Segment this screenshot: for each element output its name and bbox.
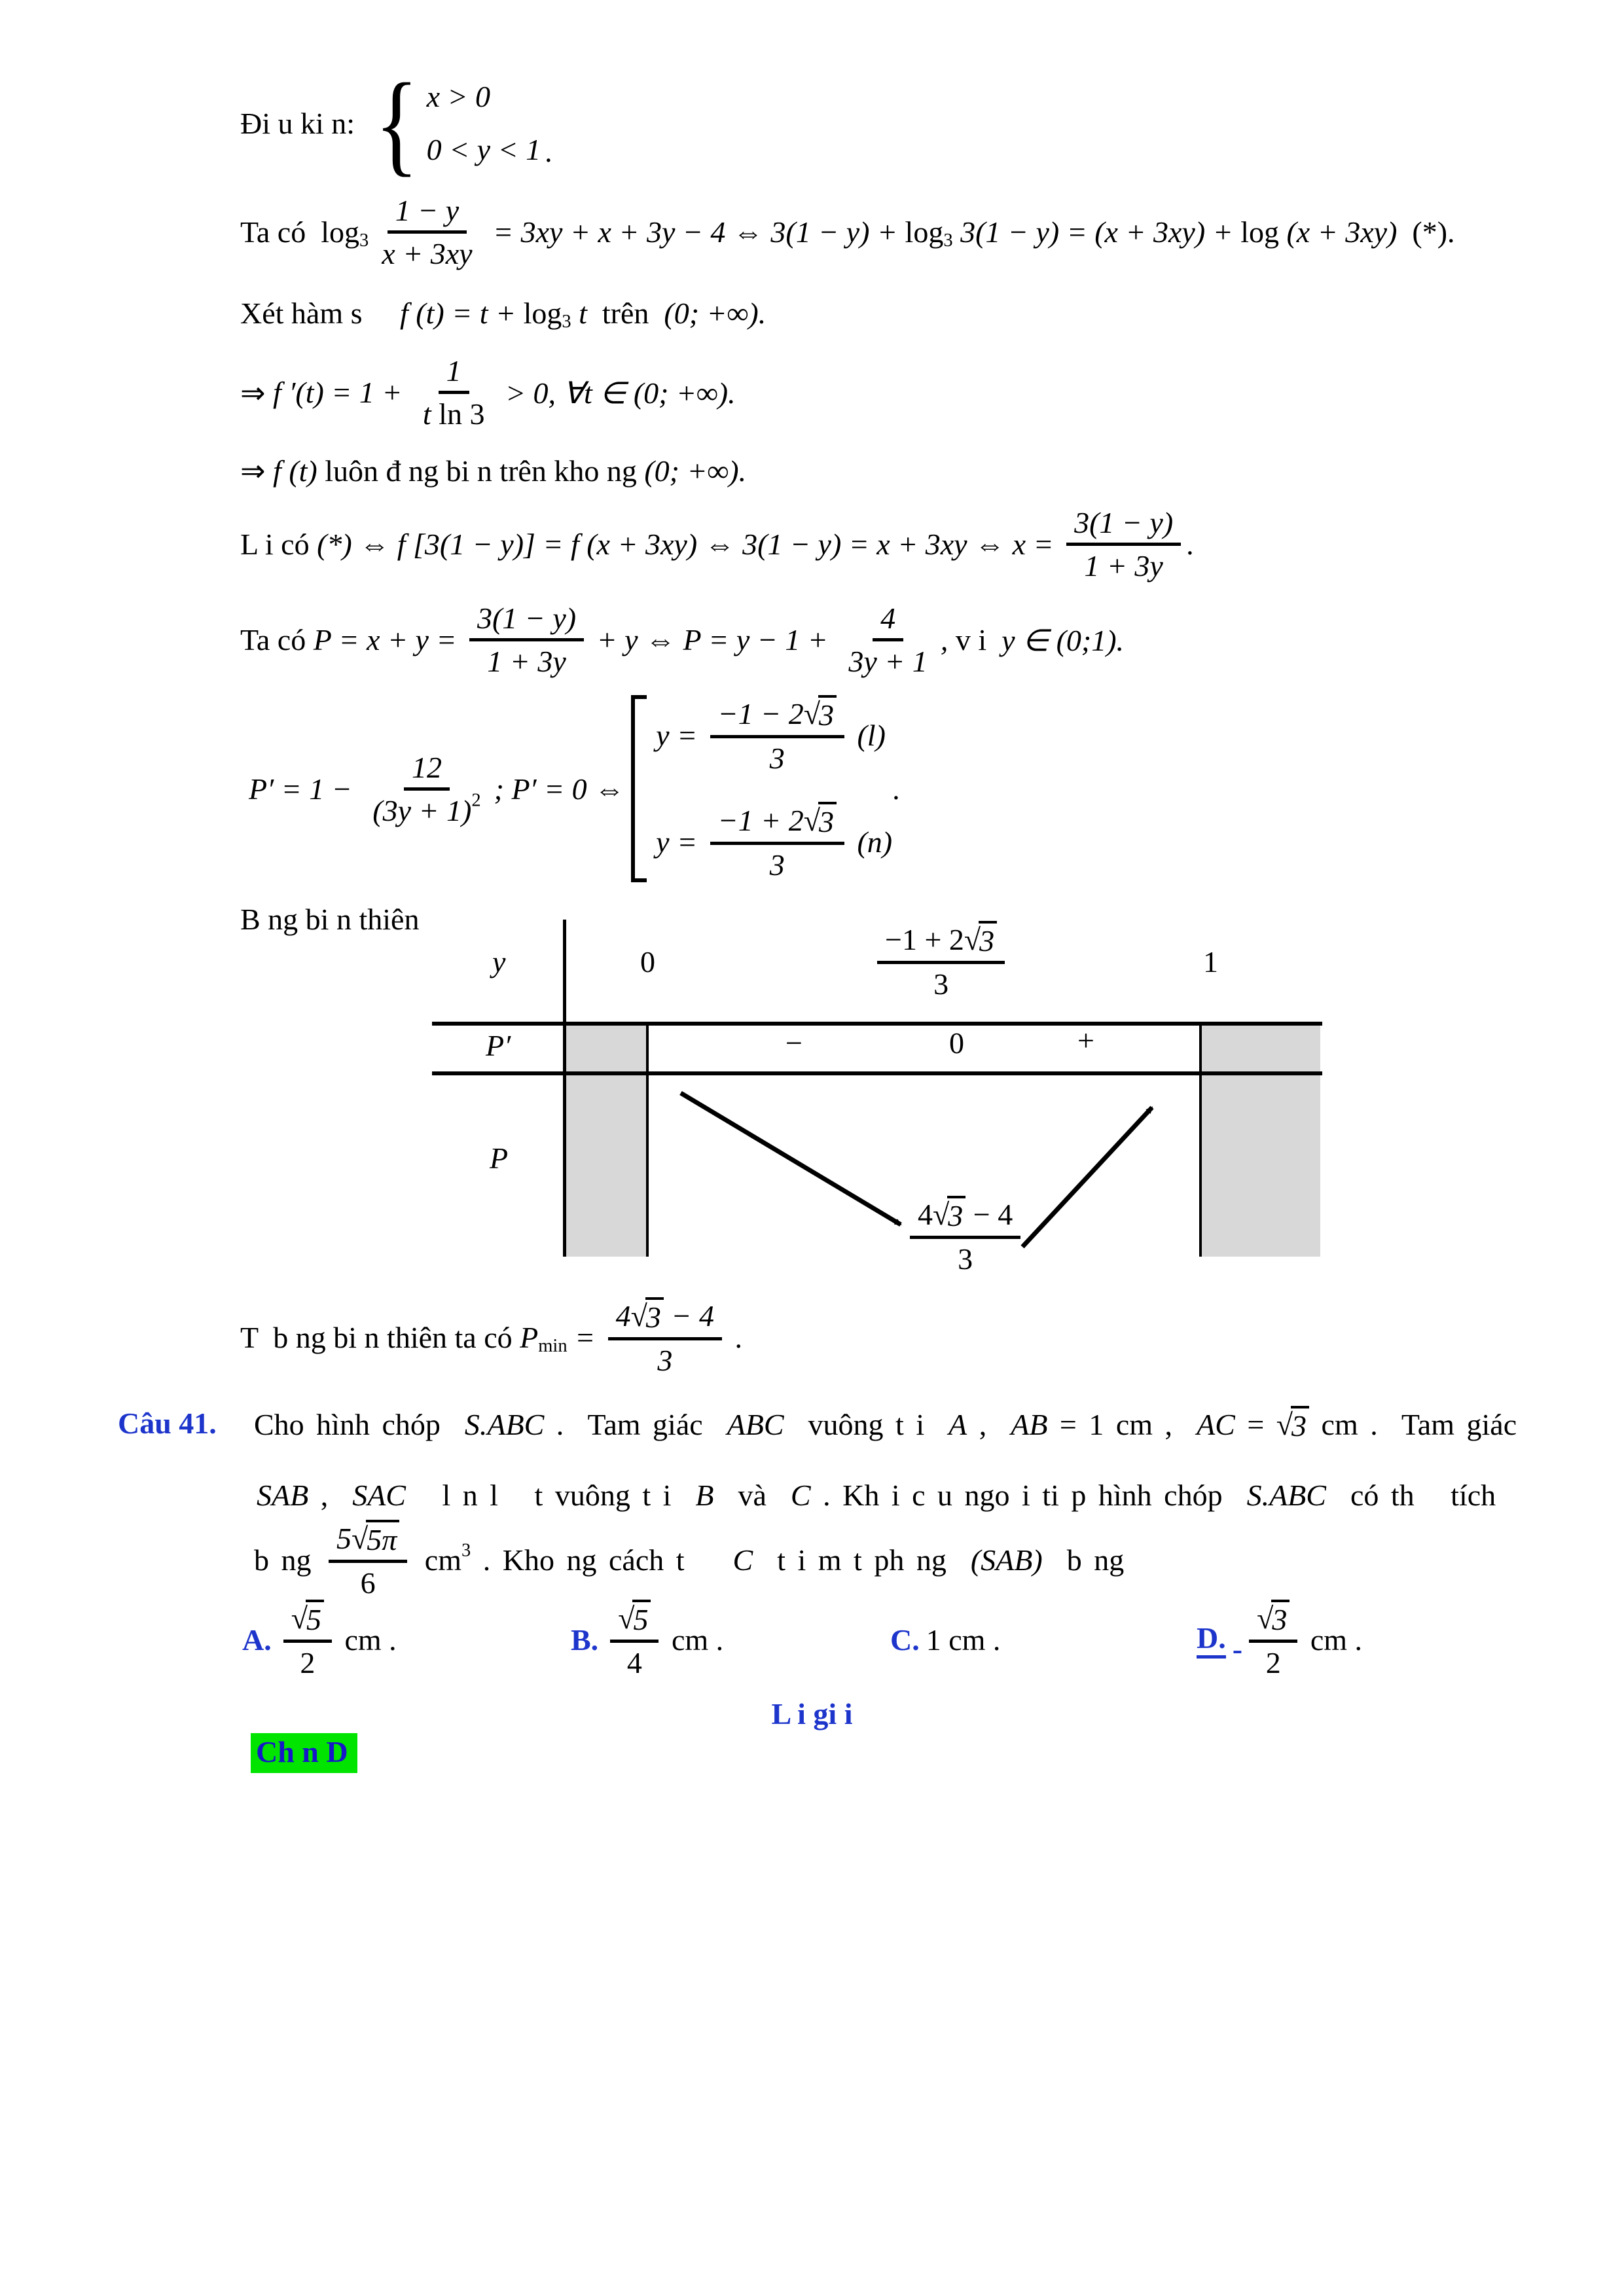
table-sign-minus: − — [785, 1026, 803, 1060]
option-A — [242, 1590, 397, 1689]
solution-conclusion: T b ng bi n thiên ta có P min = 4 √ 3 − 4 3 . — [240, 1297, 742, 1378]
option-B-letter: B. — [571, 1623, 599, 1657]
table-sign-plus: + — [1077, 1024, 1094, 1057]
table-row-label-y: y — [492, 945, 506, 978]
chosen-answer-badge: Ch n D — [251, 1733, 357, 1773]
solution-line-P-expression: Ta có P = x + y = $\frac{3(1 - y)}{1 + 3y}$ + y ⇔ P = y − 1 + $\frac{4}{3y + 1}$ , v i y ∈ (0;1). — [240, 601, 1125, 678]
table-row-label-P: P — [490, 1141, 509, 1175]
table-sign-zero: 0 — [949, 1026, 964, 1060]
fraction: $\frac{3(1 - y)}{1 + 3y}$ — [469, 601, 584, 679]
option-C-value: 1 cm . — [926, 1623, 1001, 1657]
arrow-decreasing — [681, 1093, 901, 1225]
table-y-value-left: 0 — [640, 945, 655, 978]
fraction: −1 + 2 √ 3 3 — [710, 802, 844, 882]
option-B-value: √ 5 4 cm . — [605, 1600, 723, 1680]
p-prime-period: . — [892, 772, 900, 806]
fraction: √ 5 2 — [283, 1600, 332, 1680]
question-text-line-3: b ng 5 √ 5π 6 cm 3 . Kho ng cách t C t i m t ph ng (SAB) b ng — [254, 1520, 1124, 1600]
fraction: $\frac{1 - y}{x + 3xy}$ — [382, 194, 473, 270]
condition-cases — [427, 79, 541, 167]
solution-line-P-prime — [249, 695, 900, 882]
solution-line-derivative: ⇒ f ′(t) = 1 + 1 t ln 3 > 0, ∀t ∈ (0; +∞). — [240, 354, 736, 431]
table-arrows — [432, 920, 1326, 1302]
variation-table — [432, 920, 1326, 1302]
fraction: 4 √ 3 − 4 3 — [608, 1297, 722, 1378]
option-B — [571, 1590, 723, 1689]
fraction: √ 3 2 — [1249, 1600, 1297, 1680]
fraction: $\frac{4}{3y + 1}$ — [848, 601, 928, 678]
solution-line-monotonic: ⇒ f (t) luôn đ ng bi n trên kho ng (0; +∞). — [240, 454, 747, 488]
table-y-value-right: 1 — [1203, 945, 1218, 978]
option-C — [890, 1590, 1000, 1689]
option-D — [1197, 1590, 1362, 1689]
question-number: Câu 41. — [118, 1407, 217, 1440]
solution-line-condition — [240, 60, 552, 187]
solution-header: L i gi i — [771, 1697, 853, 1731]
solution-line-function-def: Xét hàm s f (t) = t + log 3 t trên (0; +∞). — [240, 296, 767, 332]
solution-line-log-equation: Ta có log 3 $\frac{1 - y}{x + 3xy}$ = 3xy + x + 3y − 4 ⇔ 3(1 − y) + log 3 3(1 − y) = (x + 3xy) + log (x + 3xy) (*). — [240, 194, 1455, 270]
option-A-letter: A. — [242, 1623, 272, 1657]
option-D-value: √ 3 2 cm . — [1244, 1600, 1362, 1680]
table-row-label-P-prime: P′ — [486, 1029, 511, 1062]
question-text-line-2: SAB , SAC l n l t vuông t i B và C . Kh i c u ngo i ti p hình chóp S.ABC có th tích — [257, 1479, 1496, 1512]
option-D-dash: - — [1232, 1632, 1243, 1666]
arrow-increasing — [1022, 1107, 1152, 1247]
fraction: √ 5 4 — [610, 1600, 659, 1680]
case-accepted: y = −1 + 2 √ 3 3 (n) — [656, 802, 892, 882]
question-text-line-1: Cho hình chóp S.ABC . Tam giác ABC vuông t i A , AB = 1 cm , AC = √ 3 cm . Tam giác — [254, 1406, 1517, 1443]
condition-case-1: x > 0 — [426, 80, 491, 113]
fraction: $\frac{3(1 - y)}{1 + 3y}$ — [1066, 505, 1181, 583]
option-C-letter: C. — [890, 1623, 920, 1657]
fraction: 12 (3y + 1) 2 — [372, 750, 481, 827]
variation-table-title: B ng bi n thiên — [240, 903, 420, 936]
cases-bracket — [631, 695, 647, 882]
fraction: 4 √ 3 − 4 3 — [910, 1196, 1020, 1276]
option-A-value: √ 5 2 cm . — [278, 1600, 397, 1680]
fraction: 1 t ln 3 — [422, 354, 485, 431]
chosen-answer-wrapper — [251, 1733, 357, 1773]
fraction: −1 + 2 √ 3 3 — [877, 921, 1005, 1001]
fraction: 5 √ 5π 6 — [329, 1520, 407, 1600]
option-D-letter: D. — [1197, 1621, 1226, 1659]
condition-period: . — [545, 135, 552, 168]
case-rejected: y = −1 − 2 √ 3 3 (l) — [656, 695, 892, 776]
fraction: −1 − 2 √ 3 3 — [710, 695, 844, 776]
condition-label: Đi u ki n: — [240, 106, 363, 140]
p-prime-expression: P′ = 1 − 12 (3y + 1) 2 ; P′ = 0 ⇔ — [249, 750, 625, 827]
p-prime-cases — [656, 695, 892, 882]
left-brace: { — [374, 60, 419, 187]
condition-case-2: 0 < y < 1 — [426, 133, 541, 166]
solution-line-equivalence: L i có (*) ⇔ f [3(1 − y)] = f (x + 3xy) ⇔ 3(1 − y) = x + 3xy ⇔ x = $\frac{3(1 - y)}{1 + 3y}$ . — [240, 506, 1194, 583]
